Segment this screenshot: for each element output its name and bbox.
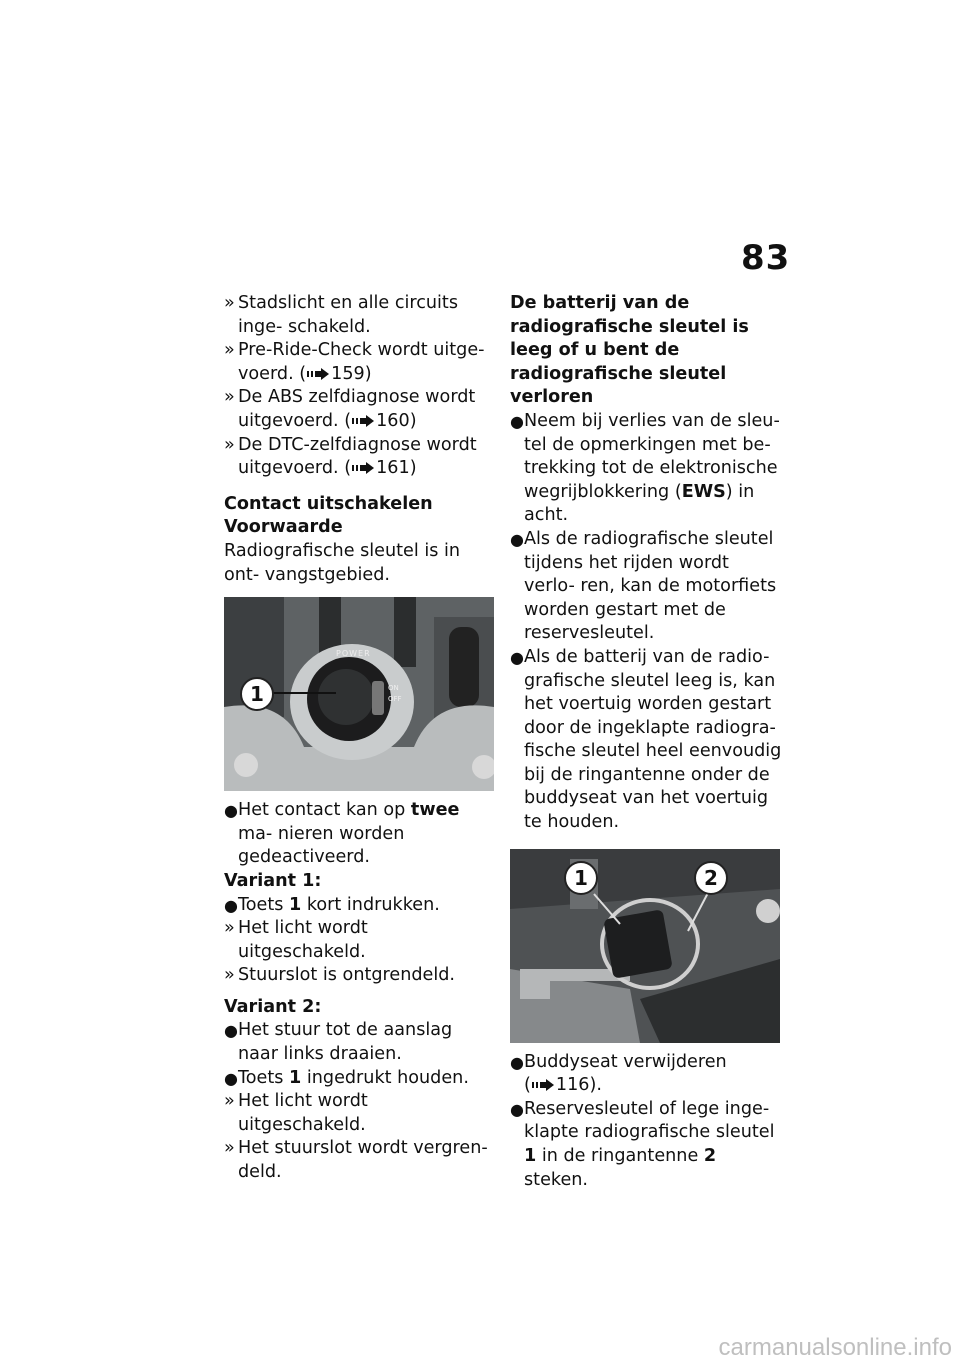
left-column [224, 292, 494, 1185]
info-bullet [510, 646, 785, 835]
result-text: De ABS zelfdiagnose wordt uitgevoerd. [238, 387, 476, 431]
right-column [510, 292, 785, 1192]
section-title-contact-off: Contact uitschakelen [224, 493, 433, 514]
variant-1-result [224, 917, 494, 964]
result-text: Het licht wordt uitgeschakeld. [238, 918, 368, 962]
page-reference[interactable]: 161 [376, 458, 410, 479]
info-bullet [510, 528, 785, 646]
on-label: ON [388, 684, 399, 693]
result-step: » Pre-Ride-Check wordt uitge- voerd. ( 159) [224, 340, 485, 384]
step-text-bold: 1 [524, 1146, 537, 1167]
variant-1-result [224, 964, 494, 988]
result-marker: » [224, 918, 235, 939]
callout-1: 1 [240, 677, 274, 711]
page-reference-arrow-icon [352, 462, 374, 474]
step-text-bold: 2 [703, 1146, 717, 1167]
page-reference[interactable]: 160 [376, 410, 410, 431]
result-text: Stuurslot is ontgrendeld. [238, 965, 456, 986]
result-marker: » [224, 965, 235, 986]
result-step: » De ABS zelfdiagnose wordt uitgevoerd. ( 160) [224, 387, 476, 431]
bullet-dot-icon: ● [510, 529, 524, 549]
power-label: POWER [336, 649, 371, 659]
page-reference-arrow-icon [352, 415, 374, 427]
page-reference[interactable]: 116 [555, 1075, 590, 1096]
info-text: Als de radiografische sleutel tijdens het rijden wordt verlo- ren, kan de motorfiets worden gestart met de reservesleutel. [524, 528, 777, 644]
result-text: De DTC-zelfdiagnose wordt uitgevoerd. [238, 434, 477, 479]
bullet-dot-icon: ● [224, 895, 238, 915]
step-text-pre: Toets [238, 894, 284, 915]
variant-2-title: Variant 2: [224, 996, 322, 1017]
step-text-post: kort indrukken. [306, 894, 440, 915]
callout-1: 1 [564, 861, 598, 895]
ring-antenna-illustration [510, 849, 780, 1043]
result-marker: » [224, 387, 235, 408]
condition-title: Voorwaarde [224, 517, 343, 538]
bullet-dot-icon: ● [510, 647, 524, 667]
ignition-switch-photo [224, 597, 494, 791]
step-text-pre: Reservesleutel of lege inge- klapte radiografische sleutel [524, 1098, 775, 1143]
bullet-dot-icon: ● [224, 1068, 238, 1088]
intro-text-pre: Het contact kan op [238, 800, 406, 821]
off-label: OFF [388, 695, 402, 704]
info-bullet [510, 410, 785, 528]
step-text: Het stuur tot de aanslag naar links draaien. [238, 1020, 453, 1065]
section-title-battery-empty: De batterij van de radiografische sleutel is leeg of u bent de radiografische sleutel verloren [510, 293, 749, 408]
step-text-post: ingedrukt houden. [306, 1067, 469, 1088]
result-step: » De DTC-zelfdiagnose wordt uitgevoerd. ( 161) [224, 434, 477, 479]
step-text-bold: 1 [289, 894, 302, 915]
info-text: Als de batterij van de radio- grafische sleutel leeg is, kan het voertuig worden gestart door de ingeklapte radiogra- fische sleutel heel eenvoudig bij de ringantenne onder de buddyseat van het voertuig te houden. [524, 646, 782, 833]
result-text: Pre-Ride-Check wordt uitge- voerd. [238, 340, 485, 384]
variant-2-result [224, 1090, 494, 1137]
result-text: Stadslicht en alle circuits inge- schakeld. [238, 293, 458, 337]
page-reference-arrow-icon [532, 1079, 554, 1091]
page-reference-arrow-icon [307, 368, 329, 380]
step-text-post: steken. [524, 1169, 589, 1190]
result-text: Het stuurslot wordt vergren- deld. [238, 1138, 488, 1183]
result-marker: » [224, 1138, 235, 1159]
step-text-pre: Toets [238, 1067, 284, 1088]
intro-bullet [224, 799, 494, 870]
bullet-dot-icon: ● [224, 801, 238, 821]
page-number: 83 [741, 238, 791, 278]
bullet-dot-icon: ● [510, 1099, 524, 1119]
info-text-bold: EWS [681, 481, 726, 502]
variant-2-step [224, 1019, 494, 1066]
variant-1-title: Variant 1: [224, 870, 322, 891]
result-marker: » [224, 293, 235, 313]
result-marker: » [224, 434, 235, 455]
condition-text: Radiografische sleutel is in ont- vangstgebied. [224, 540, 461, 585]
procedure-step: ● Buddyseat verwijderen ( 116). [510, 1051, 727, 1096]
procedure-step [510, 1098, 785, 1192]
page-reference[interactable]: 159 [331, 363, 365, 384]
footer-watermark: carmanualsonline.info [718, 1334, 952, 1361]
bullet-dot-icon: ● [224, 1021, 238, 1041]
variant-1-step [224, 894, 494, 918]
intro-text-post: ma- nieren worden gedeactiveerd. [238, 823, 405, 868]
callout-2: 2 [694, 861, 728, 895]
bullet-dot-icon: ● [510, 411, 524, 431]
info-text-pre: Neem bij verlies van de sleu- tel de opmerkingen met be- trekking tot de elektronische wegrijblokkering ( [524, 410, 780, 502]
result-marker: » [224, 1091, 235, 1112]
variant-2-result [224, 1137, 494, 1184]
ring-antenna-photo [510, 849, 780, 1043]
result-step [224, 292, 494, 339]
variant-2-step [224, 1067, 494, 1091]
result-text: Het licht wordt uitgeschakeld. [238, 1091, 368, 1135]
step-text: Buddyseat verwijderen [524, 1051, 727, 1072]
step-text-mid: in de ringantenne [541, 1146, 699, 1167]
bullet-dot-icon: ● [510, 1052, 524, 1072]
info-text-post: ) in acht. [524, 481, 755, 526]
result-marker: » [224, 340, 235, 361]
intro-text-bold: twee [410, 800, 460, 821]
step-text-bold: 1 [289, 1067, 302, 1088]
